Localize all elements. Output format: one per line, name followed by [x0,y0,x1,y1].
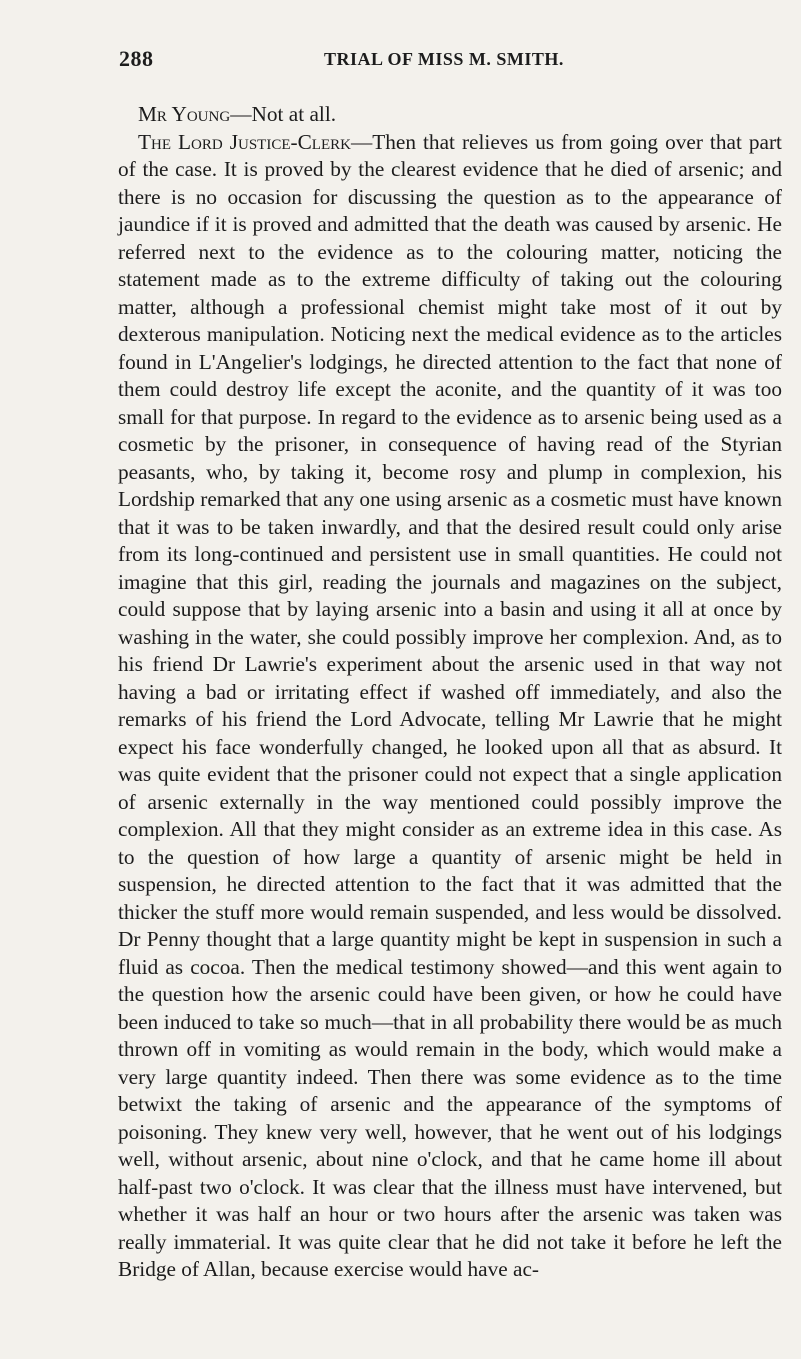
paragraph [118,101,782,129]
speaker-name: Mr Young [138,102,231,126]
page-number: 288 [119,46,154,71]
body-text [118,101,782,1284]
running-title: TRIAL OF MISS M. SMITH. [324,49,564,69]
paragraph-text: —Then that relieves us from going over that part of the case. It is proved by the clearest evidence that he died of arsenic; and there is no occasion for discussing the question as to the appearance of jaundice if it is proved and admitted that the death was caused by arsenic. He referred next to the evidence as to the colouring matter, noticing the statement made as to the extreme difficulty of taking out the colouring matter, although a professional chemist might take most of it out by dexterous manipulation. Noticing next the medical evidence as to the articles found in L'Angelier's lodgings, he directed attention to the fact that none of them could destroy life except the aconite, and the quantity of it was too small for that purpose. In regard to the evidence as to arsenic being used as a cosmetic by the prisoner, in consequence of having read of the Styrian peasants, who, by taking it, become rosy and plump in complexion, his Lordship remarked that any one using arsenic as a cosmetic must have known that it was to be taken inwardly, and that the desired result could only arise from its long-continued and persistent use in small quantities. He could not imagine that this girl, reading the journals and magazines on the subject, could suppose that by laying arsenic into a basin and using it all at once by washing in the water, she could possibly improve her complexion. And, as to his friend Dr Lawrie's experiment about the arsenic used in that way not having a bad or irritating effect if washed off immediately, and also the remarks of his friend the Lord Advocate, telling Mr Lawrie that he might expect his face wonderfully changed, he looked upon all that as absurd. It was quite evident that the prisoner could not expect that a single application of arsenic externally in the way mentioned could possibly improve the complexion. All that they might consider as an extreme idea in this case. As to the question of how large a quantity of arsenic might be held in suspension, he directed attention to the fact that it was admitted that the thicker the stuff more would remain suspended, and less would be dissolved. Dr Penny thought that a large quantity might be kept in suspension in such a fluid as cocoa. Then the medical testimony showed—and this went again to the question how the arsenic could have been given, or how he could have been induced to take so much—that in all probability there would be as much thrown off in vomiting as would remain in the body, which would make a very large quantity indeed. Then there was some evidence as to the time betwixt the taking of arsenic and the appearance of the symptoms of poisoning. They knew very well, however, that he went out of his lodgings well, without arsenic, about nine o'clock, and that he came home ill about half-past two o'clock. It was clear that the illness must have intervened, but whether it was half an hour or two hours after the arsenic was taken was really immaterial. It was quite clear that he did not take it before he left the Bridge of Allan, because exercise would have ac- [118,129,782,1281]
running-header [119,46,761,72]
speaker-name: The Lord Justice-Clerk [138,129,351,154]
paragraph [118,129,782,1284]
paragraph-text: —Not at all. [230,102,337,126]
